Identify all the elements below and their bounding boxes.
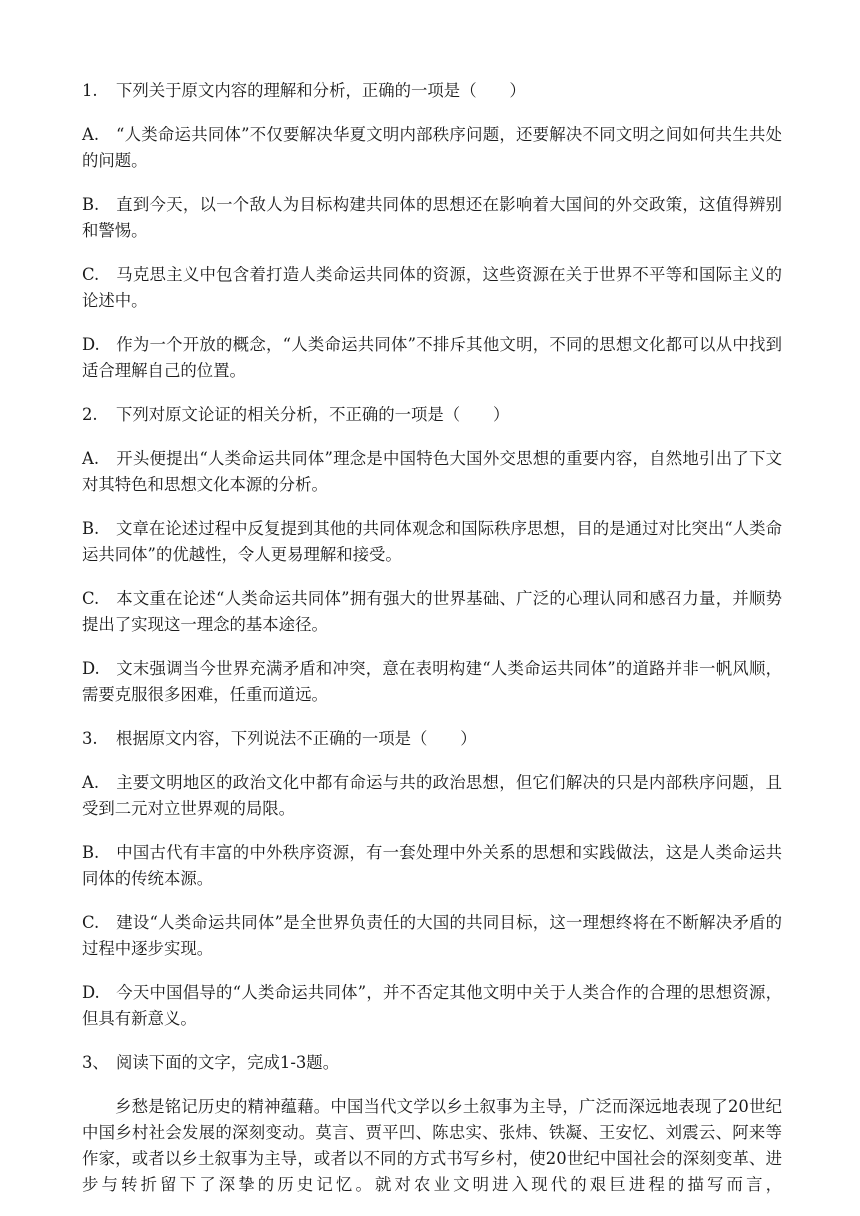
question-3-option-b — [82, 840, 782, 892]
question-stem-text: 下列关于原文内容的理解和分析，正确的一项是（ ） — [116, 81, 526, 100]
question-1-stem — [82, 78, 782, 104]
option-text: 文末强调当今世界充满矛盾和冲突，意在表明构建“人类命运共同体”的道路并非一帆风顺，需要克服很多困难，任重而道远。 — [82, 659, 782, 704]
option-label: C. — [82, 589, 100, 608]
option-text: 直到今天，以一个敌人为目标构建共同体的思想还在影响着大国间的外交政策，这值得辨别和警惕。 — [82, 195, 782, 240]
option-label: B. — [82, 195, 100, 214]
option-label: A. — [82, 773, 100, 792]
question-number: 1. — [82, 81, 98, 100]
option-label: B. — [82, 843, 100, 862]
question-3-option-a — [82, 770, 782, 822]
section-instruction-text: 阅读下面的文字，完成1-3题。 — [116, 1053, 340, 1072]
section-number: 3、 — [82, 1053, 109, 1072]
option-text: 作为一个开放的概念，“人类命运共同体”不排斥其他文明，不同的思想文化都可以从中找到适合理解自己的位置。 — [82, 335, 782, 380]
question-1-option-d — [82, 332, 782, 384]
question-stem-text: 下列对原文论证的相关分析，不正确的一项是（ ） — [116, 405, 510, 424]
option-text: 本文重在论述“人类命运共同体”拥有强大的世界基础、广泛的心理认同和感召力量，并顺势提出了实现这一理念的基本途径。 — [82, 589, 782, 634]
option-label: A. — [82, 449, 100, 468]
question-1-option-a — [82, 122, 782, 174]
option-text: 开头便提出“人类命运共同体”理念是中国特色大国外交思想的重要内容，自然地引出了下文对其特色和思想文化本源的分析。 — [82, 449, 782, 494]
question-3-option-d — [82, 980, 782, 1032]
option-label: C. — [82, 265, 100, 284]
question-2-option-a — [82, 446, 782, 498]
question-1-option-b — [82, 192, 782, 244]
question-stem-text: 根据原文内容，下列说法不正确的一项是（ ） — [116, 729, 477, 748]
document-page — [82, 78, 782, 1216]
option-label: A. — [82, 125, 100, 144]
option-label: D. — [82, 659, 100, 678]
option-label: C. — [82, 913, 100, 932]
question-2-option-c — [82, 586, 782, 638]
question-2-option-b — [82, 516, 782, 568]
question-number: 2. — [82, 405, 98, 424]
question-number: 3. — [82, 729, 98, 748]
section-instruction — [82, 1050, 782, 1076]
option-text: 中国古代有丰富的中外秩序资源，有一套处理中外关系的思想和实践做法，这是人类命运共同体的传统本源。 — [82, 843, 782, 888]
option-text: 文章在论述过程中反复提到其他的共同体观念和国际秩序思想，目的是通过对比突出“人类命运共同体”的优越性，令人更易理解和接受。 — [82, 519, 782, 564]
option-text: 今天中国倡导的“人类命运共同体”，并不否定其他文明中关于人类合作的合理的思想资源，但具有新意义。 — [82, 983, 782, 1028]
question-1-option-c — [82, 262, 782, 314]
option-label: B. — [82, 519, 100, 538]
question-3-option-c — [82, 910, 782, 962]
option-label: D. — [82, 983, 100, 1002]
question-3-stem — [82, 726, 782, 752]
option-text: 建设“人类命运共同体”是全世界负责任的大国的共同目标，这一理想终将在不断解决矛盾的过程中逐步实现。 — [82, 913, 782, 958]
question-2-stem — [82, 402, 782, 428]
option-text: 马克思主义中包含着打造人类命运共同体的资源，这些资源在关于世界不平等和国际主义的论述中。 — [82, 265, 782, 310]
option-text: 主要文明地区的政治文化中都有命运与共的政治思想，但它们解决的只是内部秩序问题，且受到二元对立世界观的局限。 — [82, 773, 782, 818]
question-2-option-d — [82, 656, 782, 708]
option-label: D. — [82, 335, 100, 354]
option-text: “人类命运共同体”不仅要解决华夏文明内部秩序问题，还要解决不同文明之间如何共生共处的问题。 — [82, 125, 782, 170]
reading-passage: 乡愁是铭记历史的精神蕴藉。中国当代文学以乡土叙事为主导，广泛而深远地表现了20世纪中国乡村社会发展的深刻变动。莫言、贾平凹、陈忠实、张炜、铁凝、王安忆、刘震云、阿来等作家，或者以乡土叙事为主导，或者以不同的方式书写乡村，使20世纪中国社会的深刻变革、进步与转折留下了深挚的历史记忆。就对农业文明进入现代的艰巨进程的描写而言， — [82, 1097, 782, 1194]
